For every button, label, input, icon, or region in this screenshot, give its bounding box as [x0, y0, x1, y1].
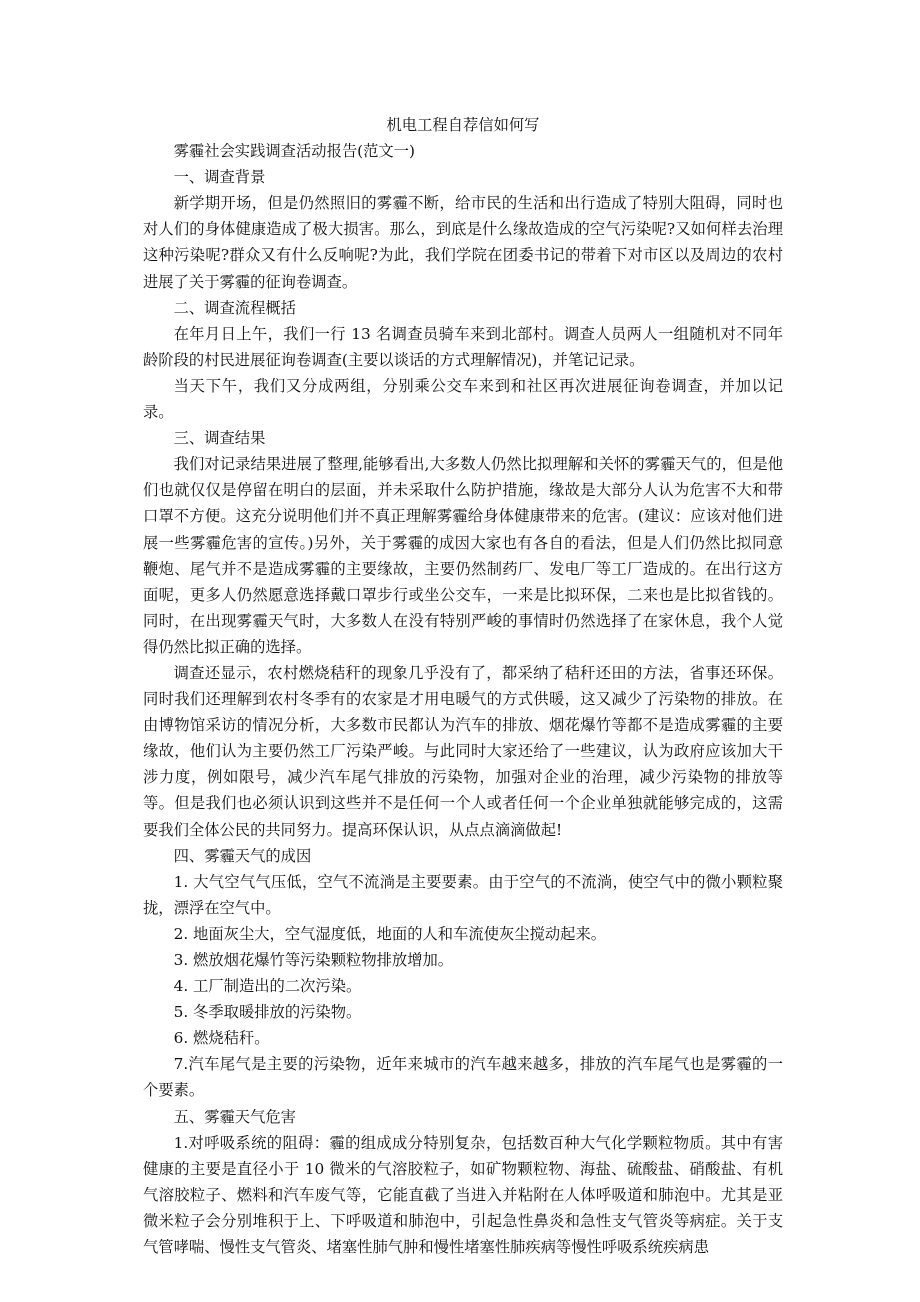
- paragraph: 当天下午，我们又分成两组，分别乘公交车来到和社区再次进展征询卷调查，并加以记录。: [143, 376, 783, 422]
- document-page: [143, 112, 783, 1260]
- section-heading: 一、调查背景: [173, 168, 266, 187]
- section-heading: 四、雾霾天气的成因: [173, 846, 312, 865]
- paragraph: 在年月日上午，我们一行 13 名调查员骑车来到北部村。调查人员两人一组随机对不同年龄阶段的村民进展征询卷调查(主要以谈话的方式理解情况)，并笔记记录。: [143, 324, 783, 369]
- list-item: 4. 工厂制造出的二次污染。: [173, 977, 362, 996]
- paragraph: 调查还显示，农村燃烧秸秆的现象几乎没有了，都采纳了秸秆还田的方法，省事还环保。同时我们还理解到农村冬季有的农家是才用电暖气的方式供暖，这又减少了污染物的排放。在由博物馆采访的情况分析，大多数市民都认为汽车的排放、烟花爆竹等都不是造成雾霾的主要缘故，他们认为主要仍然工厂污染严峻。与此同时大家还给了一些建议，认为政府应该加大干涉力度，例如限号，减少汽车尾气排放的污染物，加强对企业的治理，减少污染物的排放等等。但是我们也必须认识到这些并不是任何一个人或者任何一个企业单独就能够完成的，这需要我们全体公民的共同努力。提高环保认识，从点点滴滴做起!: [143, 663, 783, 839]
- paragraph: 新学期开场，但是仍然照旧的雾霾不断，给市民的生活和出行造成了特别大阻碍，同时也对人们的身体健康造成了极大损害。那么，到底是什么缘故造成的空气污染呢?又如何样去治理这种污染呢?群众又有什么反响呢?为此，我们学院在团委书记的带着下对市区以及周边的农村进展了关于雾霾的征询卷调查。: [143, 194, 783, 291]
- list-item: 6. 燃烧秸秆。: [173, 1029, 270, 1048]
- section-heading: 二、调查流程概括: [173, 298, 296, 317]
- paragraph: 我们对记录结果进展了整理,能够看出,大多数人仍然比拟理解和关怀的雾霾天气的，但是他们也就仅仅是停留在明白的层面，并未采取什么防护措施，缘故是大部分人认为危害不大和带口罩不方便。这充分说明他们并不真正理解雾霾给身体健康带来的危害。(建议：应该对他们进展一些雾霾危害的宣传。)另外，关于雾霾的成因大家也有各自的看法，但是人们仍然比拟同意鞭炮、尾气并不是造成雾霾的主要缘故，主要仍然制药厂、发电厂等工厂造成的。在出行这方面呢，更多人仍然愿意选择戴口罩步行或坐公交车，一来是比拟环保，二来也是比拟省钱的。同时，在出现雾霾天气时，大多数人在没有特别严峻的事情时仍然选择了在家休息，我个人觉得仍然比拟正确的选择。: [143, 455, 783, 656]
- section-heading: 五、雾霾天气危害: [173, 1107, 296, 1126]
- list-item: 2. 地面灰尘大，空气湿度低，地面的人和车流使灰尘搅动起来。: [173, 924, 607, 943]
- section-heading: 三、调查结果: [173, 429, 266, 448]
- list-item: 7.汽车尾气是主要的污染物，近年来城市的汽车越来越多，排放的汽车尾气也是雾霾的一个要素。: [143, 1055, 783, 1100]
- list-item: 3. 燃放烟花爆竹等污染颗粒物排放增加。: [173, 951, 454, 969]
- report-subtitle: 雾霾社会实践调查活动报告(范文一): [173, 142, 415, 161]
- list-item: 5. 冬季取暖排放的污染物。: [173, 1003, 362, 1022]
- list-item: 1. 大气空气气压低，空气不流淌是主要要素。由于空气的不流淌，使空气中的微小颗粒聚拢，漂浮在空气中。: [143, 872, 783, 917]
- paragraph: 1.对呼吸系统的阻碍：霾的组成成分特别复杂，包括数百种大气化学颗粒物质。其中有害健康的主要是直径小于 10 微米的气溶胶粒子，如矿物颗粒物、海盐、硫酸盐、硝酸盐、有机气溶胶粒子、燃料和汽车废气等，它能直截了当进入并粘附在人体呼吸道和肺泡中。尤其是亚微米粒子会分别堆积于上、下呼吸道和肺泡中，引起急性鼻炎和急性支气管炎等病症。关于支气管哮喘、慢性支气管炎、堵塞性肺气肿和慢性堵塞性肺疾病等慢性呼吸系统疾病患: [143, 1133, 783, 1257]
- document-title: 机电工程自荐信如何写: [386, 116, 540, 134]
